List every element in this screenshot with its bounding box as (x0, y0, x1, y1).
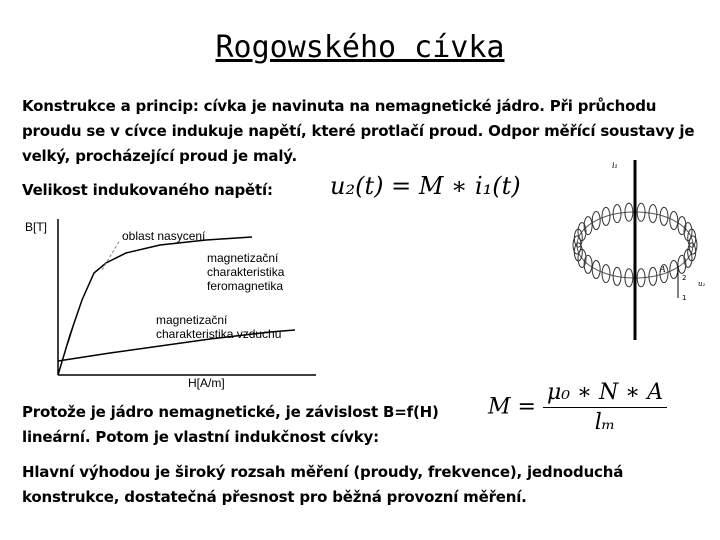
page-title: Rogowského cívka (215, 30, 505, 65)
construction-paragraph: Konstrukce a princip: cívka je navinuta na nemagnetické jádro. Při průchodu proudu se v cívce indukuje napětí, které protlačí proud. Odpor měřící soustavy je velký, procházející proud je malý. (22, 97, 695, 165)
inductance-equation (488, 380, 667, 435)
advantage-paragraph: Hlavní výhodou je široký rozsah měření (proudy, frekvence), jednoduchá konstrukce, dostatečná přesnost pro běžná provozní měření. (22, 463, 624, 506)
coil-label-i1: i₁ (612, 161, 618, 170)
voltage-equation-lhs: u₂(t) (330, 172, 384, 200)
equals-sign: = (391, 172, 419, 200)
coil-label-2: 2 (682, 274, 687, 282)
ferro-label-line-1: magnetizační (207, 251, 279, 265)
coil-label-u2: u₂ (698, 280, 706, 288)
equals-sign: = (517, 394, 543, 420)
rogowski-coil-illustration (560, 150, 710, 345)
linearity-paragraph: Protože je jádro nemagnetické, je závislost B=f(H) lineární. Potom je vlastní indukčnost cívky: (22, 403, 439, 446)
inductance-fraction (543, 380, 667, 435)
saturation-label: oblast nasycení (122, 229, 206, 243)
fraction-numerator: μ₀ ∗ N ∗ A (543, 380, 667, 408)
voltage-label: Velikost indukovaného napětí: (22, 181, 273, 199)
graph-x-axis-label: H[A/m] (188, 376, 225, 390)
inductance-equation-lhs: M (488, 394, 511, 420)
ferro-label-line-3: feromagnetika (207, 279, 284, 293)
saturation-pointer (102, 240, 120, 270)
voltage-equation-rhs: M ∗ i₁(t) (418, 172, 521, 200)
graph-y-axis-label: B[T] (25, 220, 48, 234)
coil-label-A: A (660, 265, 666, 274)
magnetization-graph (25, 215, 320, 390)
voltage-equation (330, 172, 521, 200)
fraction-denominator: lₘ (594, 410, 616, 435)
air-label-line-2: charakteristika vzduchu (156, 327, 282, 341)
coil-label-1: 1 (682, 294, 687, 302)
air-label-line-1: magnetizační (156, 313, 228, 327)
linear-marker (68, 327, 73, 343)
ferro-label-line-2: charakteristika (207, 265, 285, 279)
